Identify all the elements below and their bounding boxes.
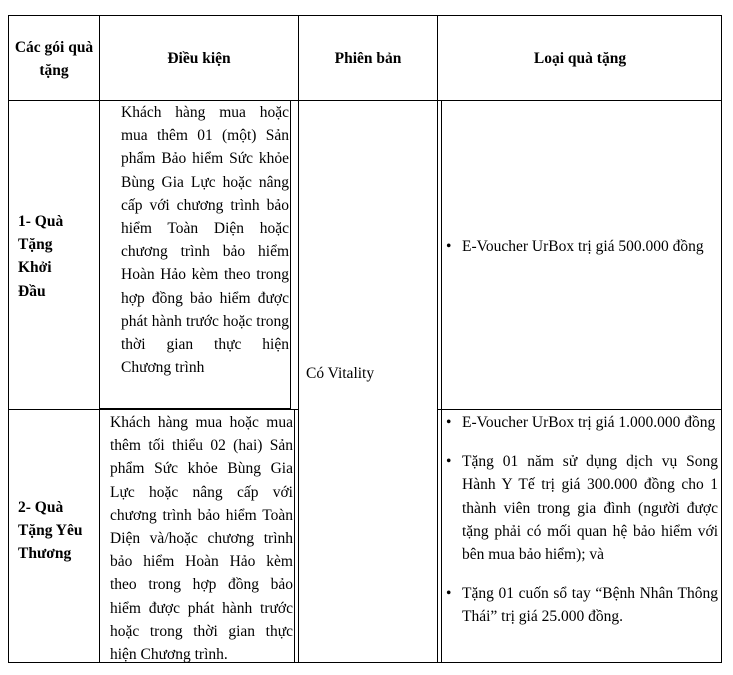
gift-item bbox=[442, 450, 718, 566]
gift-item bbox=[442, 411, 718, 434]
gift-item-text: Tặng 01 cuốn sổ tay “Bệnh Nhân Thông Thái” trị giá 25.000 đồng. bbox=[462, 585, 718, 626]
bullet-icon: • bbox=[446, 414, 452, 431]
gift-item-text: E-Voucher UrBox trị giá 500.000 đồng bbox=[462, 238, 704, 255]
version-value: Có Vitality bbox=[306, 365, 375, 382]
bullet-icon: • bbox=[446, 453, 452, 471]
header-condition: Điều kiện bbox=[167, 50, 231, 67]
gift-item bbox=[442, 582, 718, 628]
column-divider-2 bbox=[298, 15, 299, 663]
header-gift-type: Loại quà tặng bbox=[533, 50, 627, 67]
table-top-border bbox=[8, 15, 722, 16]
gift-item-text: E-Voucher UrBox trị giá 1.000.000 đồng bbox=[462, 414, 716, 431]
gift-package-name-1: 1- Quà Tặng Khởi Đầu bbox=[18, 213, 64, 300]
header-version: Phiên bản bbox=[334, 50, 402, 67]
row-divider-right bbox=[437, 409, 722, 410]
condition-text-2: Khách hàng mua hoặc mua thêm tối thiểu 02 (hai) Sản phẩm Sức khỏe Bùng Gia Lực hoặc nâng cấp với chương trình bảo hiểm Toàn Diện và/hoặc chương trình bảo hiểm Hoàn Hảo kèm theo trong hợp đồng bảo hiểm được phát hành trước hoặc trong thời gian thực hiện Chương trình. bbox=[110, 414, 293, 664]
condition-row1-inner-border bbox=[290, 101, 291, 409]
header-gift-package: Các gói quà tặng bbox=[14, 39, 94, 80]
column-divider-3 bbox=[437, 15, 438, 663]
bullet-icon: • bbox=[446, 238, 452, 255]
bullet-icon: • bbox=[446, 585, 452, 603]
gift-list-1 bbox=[442, 235, 718, 258]
gift-item bbox=[442, 235, 718, 258]
gift-package-name-2: 2- Quà Tặng Yêu Thương bbox=[18, 499, 83, 563]
row-divider-left bbox=[8, 409, 298, 410]
condition-text-1: Khách hàng mua hoặc mua thêm 01 (một) Sản phẩm Bảo hiểm Sức khỏe Bùng Gia Lực hoặc nâng cấp với chương trình bảo hiểm Toàn Diện hoặc chương trình bảo hiểm Hoàn Hảo kèm theo trong hợp đồng bảo hiểm được phát hành trước hoặc trong thời gian thực hiện Chương trình bbox=[121, 104, 289, 377]
condition-row2-inner-border bbox=[294, 410, 295, 662]
header-bottom-border bbox=[8, 100, 722, 101]
condition-row1-inner-bottom bbox=[100, 408, 290, 409]
column-divider-1 bbox=[99, 15, 100, 663]
table-left-border bbox=[8, 15, 9, 663]
gift-list-2 bbox=[442, 411, 718, 629]
table-right-border bbox=[721, 15, 722, 663]
gift-item-text: Tặng 01 năm sử dụng dịch vụ Song Hành Y Tế trị giá 300.000 đồng cho 1 thành viên trong gia đình (người được tặng phải có mối quan hệ bảo hiểm với bên mua bảo hiểm); và bbox=[462, 453, 718, 564]
